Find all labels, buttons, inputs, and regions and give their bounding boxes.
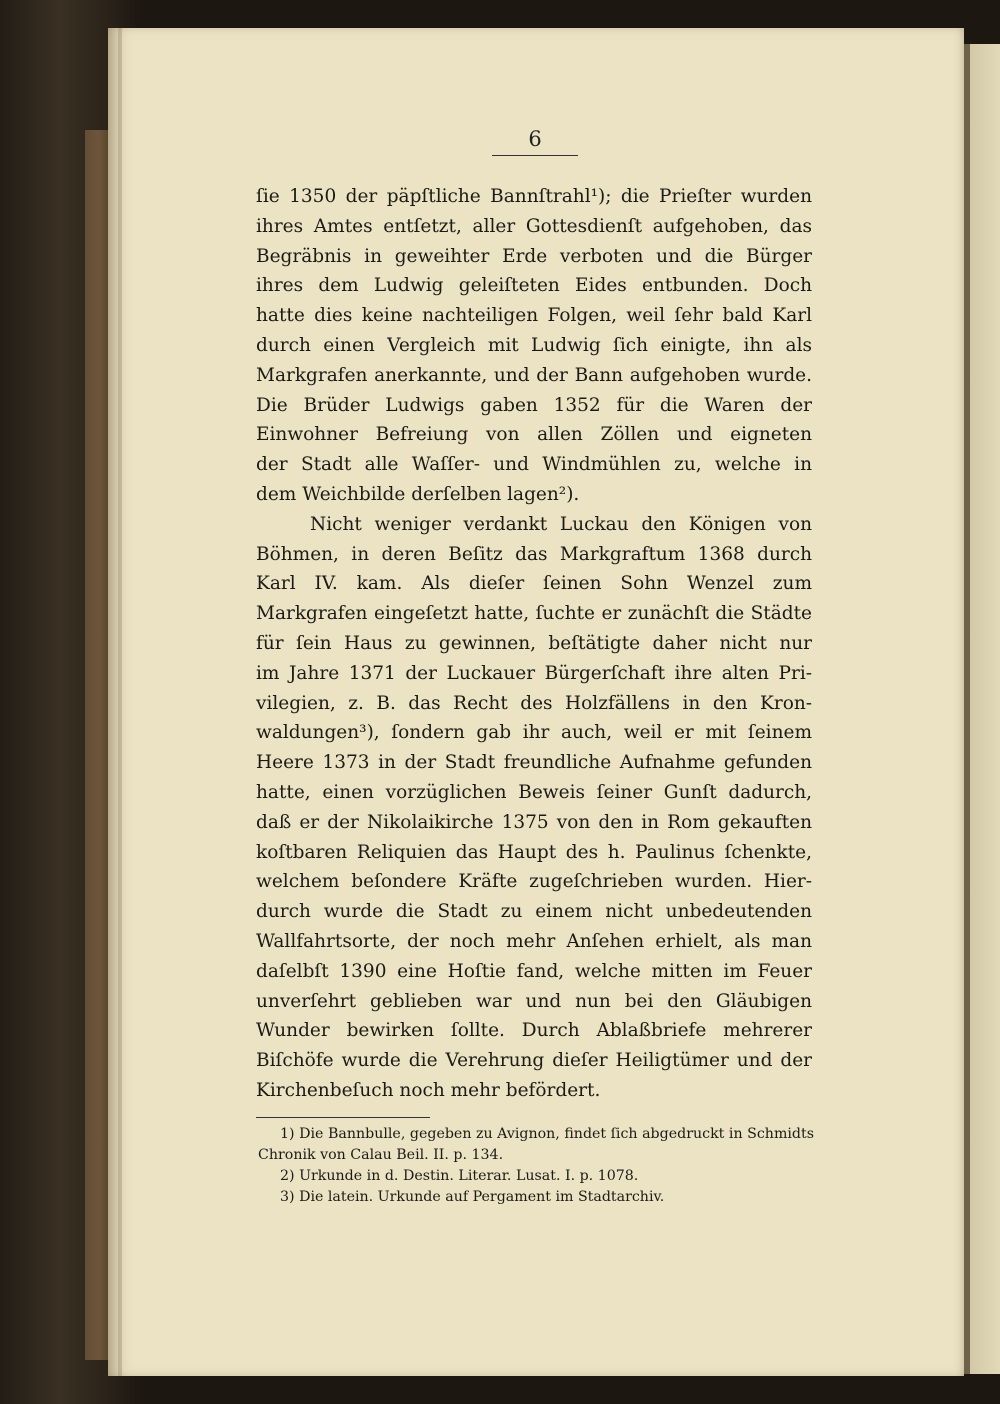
- text-line: Begräbnis in geweihter Erde verboten und die Bürger: [256, 245, 812, 267]
- text-line: der Stadt alle Waſſer- und Windmühlen zu, welche in: [256, 454, 812, 476]
- text-line: daß er der Nikolaikirche 1375 von den in Rom gekauften: [256, 811, 812, 833]
- main-text: [256, 182, 812, 1106]
- page-fold: [118, 28, 122, 1376]
- text-line: Böhmen, in deren Beſitz das Markgraftum 1368 durch: [256, 543, 812, 565]
- text-line: welchem beſondere Kräfte zugeſchrieben wurden. Hier-: [256, 871, 812, 893]
- footnote-line: Chronik von Calau Beil. II. p. 134.: [258, 1147, 504, 1163]
- text-line: für ſein Haus zu gewinnen, beſtätigte daher nicht nur: [256, 632, 812, 654]
- page-number: 6: [528, 127, 542, 151]
- next-page-shadow: [964, 44, 970, 1374]
- footnote-rule: [256, 1117, 430, 1118]
- footnote-line: 2) Urkunde in d. Destin. Literar. Lusat. I. p. 1078.: [280, 1168, 639, 1184]
- text-line: Biſchöfe wurde die Verehrung dieſer Heiligtümer und der: [256, 1050, 812, 1072]
- text-line: daſelbſt 1390 eine Hoſtie fand, welche mitten im Feuer: [256, 960, 812, 982]
- footnotes: [258, 1124, 814, 1208]
- text-line: dem Weichbilde derſelben lagen²).: [256, 483, 580, 505]
- text-line: im Jahre 1371 der Luckauer Bürgerſchaft ihre alten Pri-: [256, 662, 812, 684]
- text-line: vilegien, z. B. das Recht des Holzfällens in den Kron-: [256, 692, 812, 714]
- text-line: Markgrafen anerkannte, und der Bann aufgehoben wurde.: [256, 364, 812, 386]
- text-line: hatte dies keine nachteiligen Folgen, weil ſehr bald Karl: [256, 305, 812, 327]
- text-line: koſtbaren Reliquien das Haupt des h. Paulinus ſchenkte,: [256, 841, 812, 863]
- text-line: Karl IV. kam. Als dieſer ſeinen Sohn Wenzel zum: [256, 573, 812, 595]
- text-line: durch einen Vergleich mit Ludwig ſich einigte, ihn als: [256, 334, 812, 356]
- footnote-line: 1) Die Bannbulle, gegeben zu Avignon, findet ſich abgedruckt in Schmidts: [280, 1126, 814, 1142]
- text-line: ſie 1350 der päpſtliche Bannſtrahl¹); die Prieſter wurden: [256, 186, 812, 207]
- text-line: Wallfahrtsorte, der noch mehr Anſehen erhielt, als man: [256, 930, 812, 952]
- text-line: waldungen³), ſondern gab ihr auch, weil er mit ſeinem: [256, 722, 812, 744]
- text-line: Kirchenbeſuch noch mehr befördert.: [256, 1079, 601, 1101]
- text-line: hatte, einen vorzüglichen Beweis ſeiner Gunſt dadurch,: [256, 781, 812, 803]
- text-line: Wunder bewirken ſollte. Durch Ablaßbriefe mehrerer: [256, 1020, 812, 1042]
- text-line: ihres Amtes entſetzt, aller Gottesdienſt aufgehoben, das: [256, 215, 812, 237]
- text-line: durch wurde die Stadt zu einem nicht unbedeutenden: [256, 901, 812, 923]
- text-line: unverſehrt geblieben war und nun bei den Gläubigen: [256, 990, 812, 1012]
- text-line: Heere 1373 in der Stadt freundliche Aufnahme gefunden: [256, 752, 812, 774]
- footnote-line: 3) Die latein. Urkunde auf Pergament im Stadtarchiv.: [280, 1189, 665, 1205]
- text-line: Markgrafen eingeſetzt hatte, ſuchte er zunächſt die Städte: [256, 603, 812, 625]
- text-line: Die Brüder Ludwigs gaben 1352 für die Waren der: [256, 394, 812, 416]
- text-line: Nicht weniger verdankt Luckau den Königen von: [310, 513, 812, 535]
- page-number-rule: [492, 155, 578, 156]
- text-line: Einwohner Befreiung von allen Zöllen und eigneten: [256, 424, 812, 446]
- text-line: ihres dem Ludwig geleiſteten Eides entbunden. Doch: [256, 275, 812, 297]
